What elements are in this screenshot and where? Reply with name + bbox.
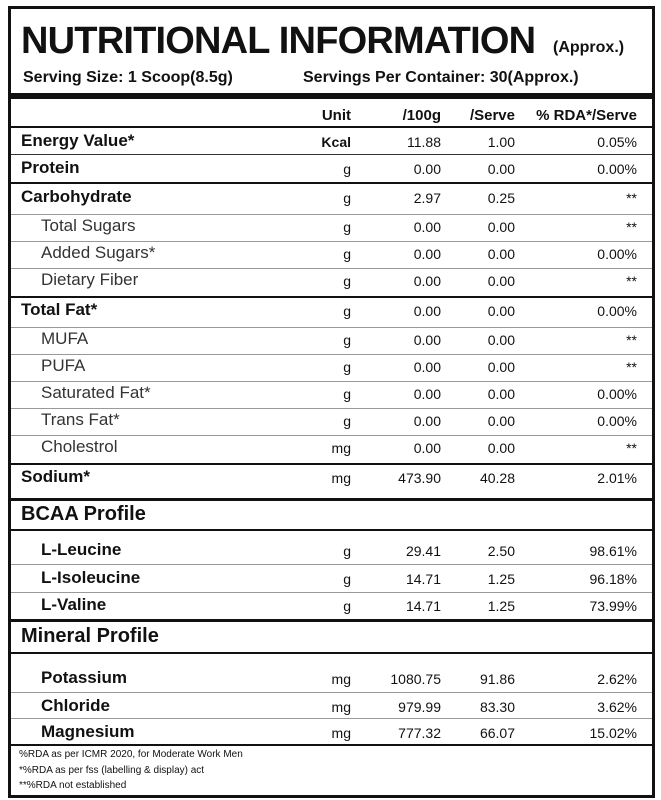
footnote: **%RDA not established (19, 780, 127, 791)
unit-value: Kcal (321, 134, 351, 150)
unit-value: mg (331, 671, 351, 687)
column-header-unit: Unit (321, 107, 351, 124)
per100g-value: 1080.75 (390, 671, 441, 687)
per-serve-value: 0.00 (487, 219, 515, 235)
rda-value: 73.99% (589, 598, 637, 614)
per-serve-value: 66.07 (479, 725, 515, 741)
nutrient-row-label: Saturated Fat* (41, 383, 151, 402)
unit-value: g (343, 571, 351, 587)
bcaa-heading-divider (11, 529, 652, 531)
per100g-value: 14.71 (405, 598, 441, 614)
per-serve-value: 1.25 (487, 598, 515, 614)
per-serve-value: 91.86 (479, 671, 515, 687)
per100g-value: 11.88 (407, 134, 441, 150)
bcaa-row-label: L-Valine (41, 595, 107, 614)
per100g-value: 0.00 (413, 219, 441, 235)
approx-note: (Approx.) (553, 39, 625, 56)
per-serve-value: 0.00 (487, 161, 515, 177)
rda-value: 0.00% (597, 161, 637, 177)
row-divider (11, 463, 652, 465)
unit-value: g (343, 359, 351, 375)
row-divider (11, 268, 652, 269)
nutrient-row-label: MUFA (41, 329, 89, 348)
row-divider (11, 408, 652, 409)
row-divider (11, 327, 652, 328)
per100g-value: 0.00 (413, 440, 441, 456)
row-divider (11, 592, 652, 593)
unit-value: g (343, 413, 351, 429)
nutrient-row-label: Total Fat* (21, 300, 98, 319)
nutrition-label (8, 6, 655, 798)
rda-value: 2.01% (597, 470, 637, 486)
per-serve-value: 1.25 (487, 571, 515, 587)
footnote: %RDA as per ICMR 2020, for Moderate Work Men (19, 749, 243, 760)
per100g-value: 0.00 (413, 386, 441, 402)
rda-value: 0.00% (597, 413, 637, 429)
nutrient-row-label: Protein (21, 158, 80, 177)
rda-value: ** (626, 273, 637, 289)
column-header-rda: % RDA*/Serve (536, 107, 637, 124)
per-serve-value: 0.00 (487, 332, 515, 348)
unit-value: g (343, 161, 351, 177)
bcaa-row-label: L-Leucine (41, 540, 122, 559)
label-title: NUTRITIONAL INFORMATION (21, 20, 536, 62)
row-divider (11, 564, 652, 565)
per-serve-value: 0.00 (487, 359, 515, 375)
nutrient-row-label: Total Sugars (41, 216, 136, 235)
per-serve-value: 2.50 (487, 543, 515, 559)
unit-value: mg (331, 470, 351, 486)
unit-value: g (343, 273, 351, 289)
row-divider (11, 354, 652, 355)
per100g-value: 2.97 (413, 190, 441, 206)
unit-value: g (343, 543, 351, 559)
per100g-value: 0.00 (413, 303, 441, 319)
per-serve-value: 0.00 (487, 246, 515, 262)
nutrient-row-label: Energy Value* (21, 131, 135, 150)
servings-per-container: Servings Per Container: 30(Approx.) (303, 69, 579, 86)
per100g-value: 0.00 (413, 413, 441, 429)
unit-value: mg (331, 440, 351, 456)
per-serve-value: 0.00 (487, 413, 515, 429)
rda-value: ** (626, 219, 637, 235)
per-serve-value: 0.00 (487, 303, 515, 319)
unit-value: g (343, 303, 351, 319)
per-serve-value: 0.25 (487, 190, 515, 206)
rda-value: ** (626, 359, 637, 375)
row-divider (11, 154, 652, 155)
header-divider (11, 93, 652, 99)
per100g-value: 0.00 (413, 273, 441, 289)
row-divider (11, 435, 652, 436)
per100g-value: 979.99 (398, 699, 441, 715)
rda-value: ** (626, 440, 637, 456)
nutrient-row-label: Dietary Fiber (41, 270, 139, 289)
row-divider (11, 692, 652, 693)
mineral-row-label: Magnesium (41, 722, 135, 741)
nutrient-row-label: Added Sugars* (41, 243, 156, 262)
mineral-divider (11, 619, 652, 622)
rda-value: ** (626, 332, 637, 348)
per-serve-value: 40.28 (479, 470, 515, 486)
per-serve-value: 0.00 (487, 386, 515, 402)
column-header-per-serve: /Serve (469, 107, 515, 124)
bcaa-row-label: L-Isoleucine (41, 568, 141, 587)
per-serve-value: 83.30 (479, 699, 515, 715)
rda-value: 3.62% (597, 699, 637, 715)
mineral-heading: Mineral Profile (21, 625, 159, 647)
mineral-heading-divider (11, 652, 652, 654)
rda-value: 0.00% (597, 386, 637, 402)
per-serve-value: 1.00 (487, 134, 515, 150)
rda-value: 98.61% (589, 543, 637, 559)
row-divider (11, 182, 652, 184)
nutrient-row-label: Trans Fat* (41, 410, 120, 429)
row-divider (11, 381, 652, 382)
mineral-row-label: Potassium (41, 668, 127, 687)
row-divider (11, 241, 652, 242)
footnote-divider (11, 744, 652, 746)
per100g-value: 0.00 (413, 161, 441, 177)
per-serve-value: 0.00 (487, 440, 515, 456)
rda-value: ** (626, 190, 637, 206)
per-serve-value: 0.00 (487, 273, 515, 289)
per100g-value: 0.00 (413, 246, 441, 262)
per100g-value: 473.90 (398, 470, 441, 486)
row-divider (11, 126, 652, 128)
nutrient-row-label: Sodium* (21, 467, 90, 486)
column-header-per100g: /100g (402, 107, 441, 124)
rda-value: 2.62% (597, 671, 637, 687)
rda-value: 0.00% (597, 303, 637, 319)
serving-size: Serving Size: 1 Scoop(8.5g) (23, 69, 233, 86)
unit-value: g (343, 386, 351, 402)
per100g-value: 0.00 (413, 332, 441, 348)
unit-value: mg (331, 725, 351, 741)
per100g-value: 29.41 (405, 543, 441, 559)
rda-value: 96.18% (589, 571, 637, 587)
rda-value: 15.02% (589, 725, 637, 741)
footnote: *%RDA as per fss (labelling & display) act (19, 765, 205, 776)
unit-value: g (343, 332, 351, 348)
mineral-row-label: Chloride (41, 696, 110, 715)
bcaa-heading: BCAA Profile (21, 503, 146, 525)
row-divider (11, 718, 652, 719)
nutrient-row-label: Cholestrol (41, 437, 118, 456)
row-divider (11, 296, 652, 298)
unit-value: g (343, 219, 351, 235)
row-divider (11, 214, 652, 215)
nutrient-row-label: Carbohydrate (21, 187, 132, 206)
per100g-value: 14.71 (405, 571, 441, 587)
bcaa-divider (11, 498, 652, 501)
unit-value: g (343, 598, 351, 614)
rda-value: 0.05% (597, 134, 637, 150)
nutrient-row-label: PUFA (41, 356, 86, 375)
unit-value: g (343, 190, 351, 206)
unit-value: g (343, 246, 351, 262)
unit-value: mg (331, 699, 351, 715)
per100g-value: 0.00 (413, 359, 441, 375)
per100g-value: 777.32 (398, 725, 441, 741)
rda-value: 0.00% (597, 246, 637, 262)
